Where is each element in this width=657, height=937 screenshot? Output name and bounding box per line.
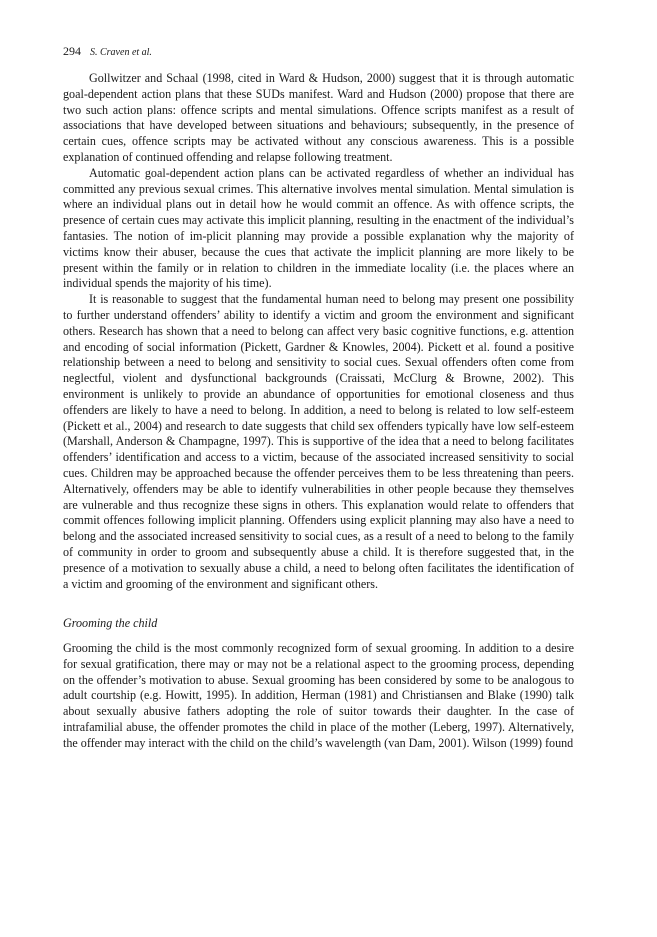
- page: [63, 44, 574, 752]
- page-number: 294: [63, 44, 81, 58]
- body-paragraph-2: Automatic goal-dependent action plans can be activated regardless of whether an individual has committed any previous sexual crimes. This alternative involves mental simulation. Mental simulation is where an individual plans out in detail how he would commit an offence. As with offence scripts, the presence of certain cues may activate this implicit planning, resulting in the enactment of the individual’s fantasies. The notion of im-plicit planning may provide a possible explanation why the majority of victims know their abuser, because the cues that activate the implicit planning are more likely to be present within the family or in relation to children in the immediate locality (i.e. the places where an individual spends the majority of his time).: [63, 165, 574, 291]
- body-paragraph-3: It is reasonable to suggest that the fundamental human need to belong may present one possibility to further understand offenders’ ability to identify a victim and groom the environment and significant others. Research has shown that a need to belong can affect very basic cognitive functions, e.g. attention and encoding of social information (Pickett, Gardner & Knowles, 2004). Pickett et al. found a positive relationship between a need to belong and sensitivity to social cues. Sexual offenders often come from neglectful, violent and dysfunctional backgrounds (Craissati, McClurg & Browne, 2002). This environment is unlikely to provide an abundance of opportunities for emotional closeness and thus offenders are likely to have a need to belong. In addition, a need to belong is related to low self-esteem (Pickett et al., 2004) and research to date suggests that child sex offenders typically have low self-esteem (Marshall, Anderson & Champagne, 1997). This is supportive of the idea that a need to belong facilitates offenders’ identification and access to a victim, because of the associated increased sensitivity to social cues. Children may be approached because the offender perceives them to be less threatening than peers. Alternatively, offenders may be able to identify vulnerabilities in other people because they themselves are vulnerable and thus recognize these signs in others. This explanation would relate to offenders that commit offences following implicit planning. Offenders using explicit planning may also have a need to belong and the associated increased sensitivity to social cues, as a result of a need to belong to the family of community in order to groom and subsequently abuse a child. It is therefore suggested that, in the presence of a motivation to sexually abuse a child, a need to belong often facilitates the identification of a victim and grooming of the environment and significant others.: [63, 292, 574, 591]
- section-paragraph: Grooming the child is the most commonly recognized form of sexual grooming. In addition to a desire for sexual gratification, there may or may not be a relational aspect to the grooming process, depending on the offender’s motivation to abuse. Sexual grooming has been considered by some to be analogous to adult courtship (e.g. Howitt, 1995). In addition, Herman (1981) and Christiansen and Blake (1990) talk about sexually abusive fathers adopting the role of suitor towards their daughter. In the case of intrafamilial abuse, the offender promotes the child in place of the mother (Leberg, 1997). Alternatively, the offender may interact with the child on the child’s wavelength (van Dam, 2001). Wilson (1999) found: [63, 641, 574, 750]
- running-head: [63, 44, 574, 60]
- running-head-authors: S. Craven et al.: [90, 47, 152, 58]
- body-paragraph-1: Gollwitzer and Schaal (1998, cited in Ward & Hudson, 2000) suggest that it is through automatic goal-dependent action plans that these SUDs manifest. Ward and Hudson (2000) propose that there are two such action plans: offence scripts and mental simulations. Offence scripts manifest as a result of associations that have developed between situations and behaviours; subsequently, in the presence of certain cues, offence scripts may be activated without any conscious awareness. This is a possible explanation of continued offending and relapse following treatment.: [63, 71, 574, 164]
- section-heading: Grooming the child: [63, 616, 158, 631]
